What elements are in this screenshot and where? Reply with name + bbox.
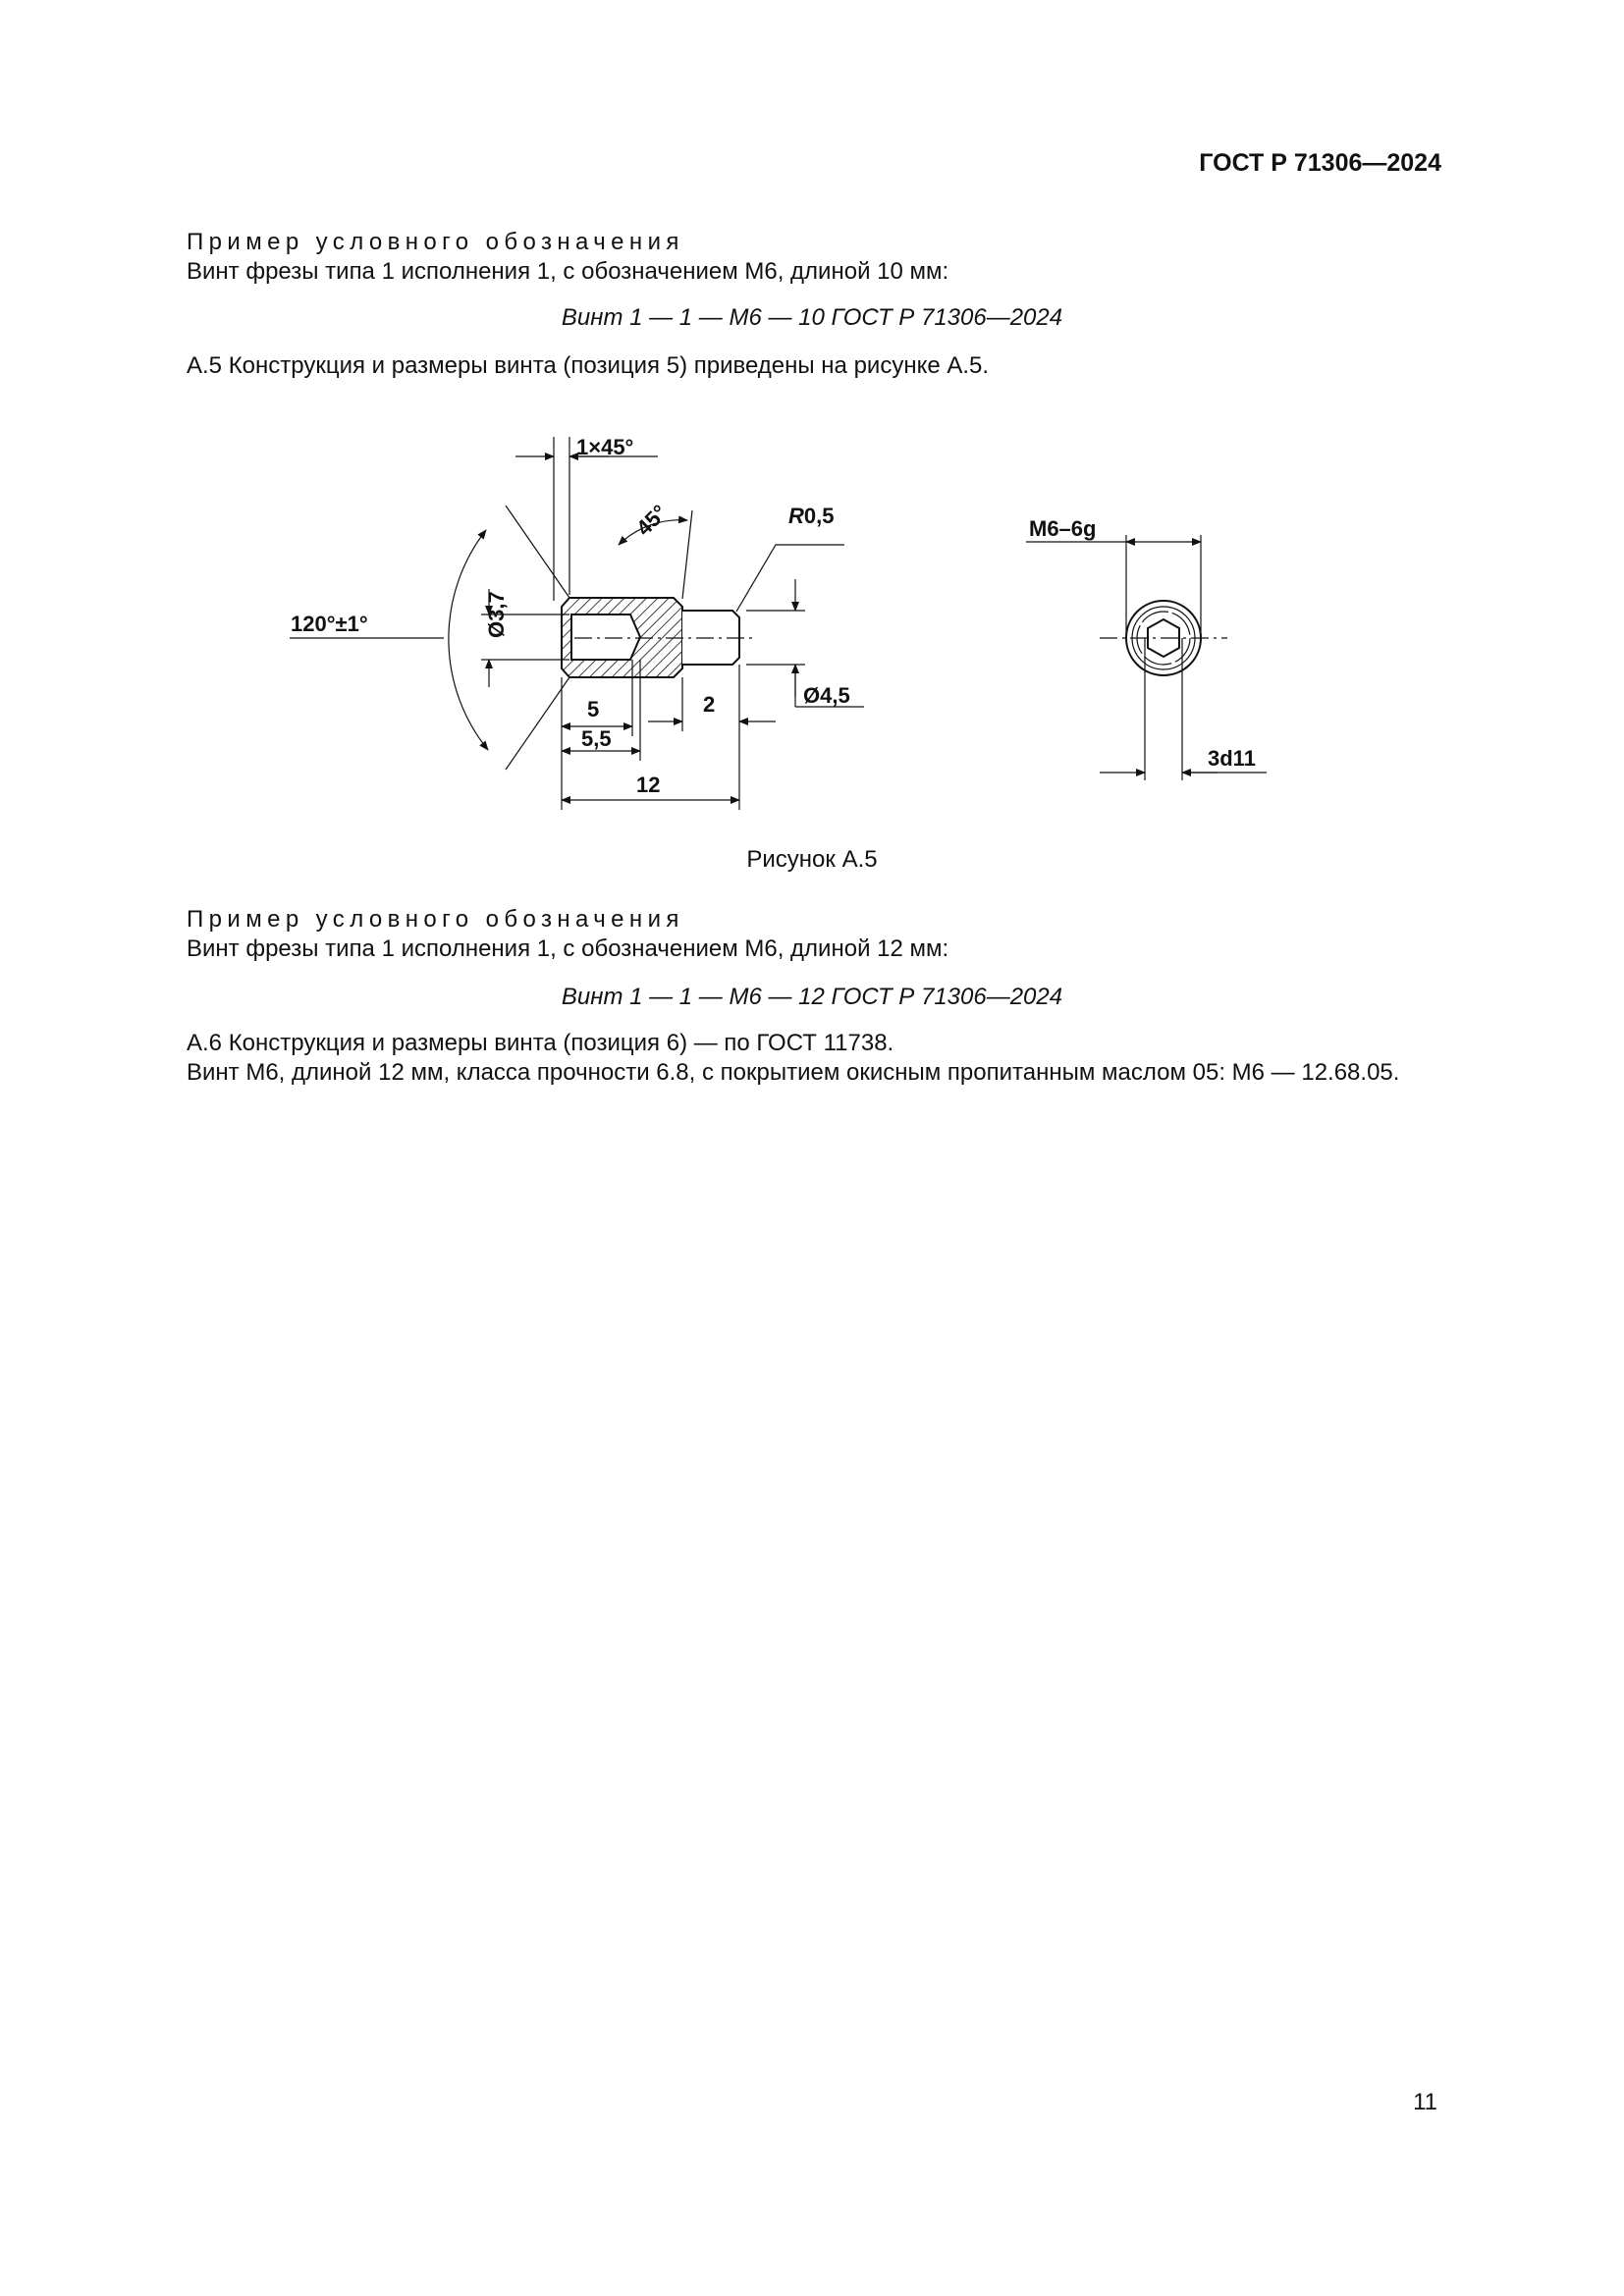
hex-socket	[571, 614, 640, 660]
example-label-1: Пример условного обозначения	[187, 229, 684, 255]
side-view	[290, 437, 864, 810]
dim-len12: 12	[636, 773, 661, 797]
dim-d45: Ø4,5	[803, 683, 850, 708]
dim-radius-letter: R	[788, 504, 804, 528]
dim-d37: Ø3,7	[484, 591, 509, 638]
dim-radius-value: 0,5	[803, 504, 835, 528]
dim-len5: 5	[587, 697, 600, 721]
document-code-header: ГОСТ Р 71306—2024	[1199, 149, 1441, 177]
figure-caption: Рисунок А.5	[746, 846, 878, 873]
designation-2: Винт 1 — 1 — М6 — 12 ГОСТ Р 71306—2024	[561, 984, 1063, 1010]
dim-thread: M6–6g	[1029, 516, 1097, 541]
section-a5-text: А.5 Конструкция и размеры винта (позиция 5) приведены на рисунке А.5.	[187, 352, 990, 379]
section-a6-line1: А.6 Конструкция и размеры винта (позиция 6) — по ГОСТ 11738.	[187, 1030, 894, 1056]
section-a6-line2: Винт М6, длиной 12 мм, класса прочности 6.8, с покрытием окисным пропитанным маслом 05: М6 — 12.68.05.	[187, 1059, 1400, 1086]
dim-len2: 2	[703, 692, 716, 717]
page-number: 11	[1413, 2089, 1437, 2115]
dim-len55: 5,5	[581, 726, 612, 751]
end-view	[1026, 535, 1267, 780]
dim-angle45: 45°	[631, 500, 673, 541]
dim-chamfer: 1×45°	[576, 435, 634, 459]
example-label-2: Пример условного обозначения	[187, 906, 684, 933]
dim-hex: 3d11	[1208, 746, 1256, 771]
example-text-2: Винт фрезы типа 1 исполнения 1, с обозначением М6, длиной 12 мм:	[187, 935, 949, 962]
svg-text:R0,5	[788, 504, 834, 528]
designation-1: Винт 1 — 1 — М6 — 10 ГОСТ Р 71306—2024	[561, 304, 1063, 331]
dim-angle120: 120°±1°	[291, 612, 368, 636]
example-text-1: Винт фрезы типа 1 исполнения 1, с обозначением М6, длиной 10 мм:	[187, 258, 949, 285]
